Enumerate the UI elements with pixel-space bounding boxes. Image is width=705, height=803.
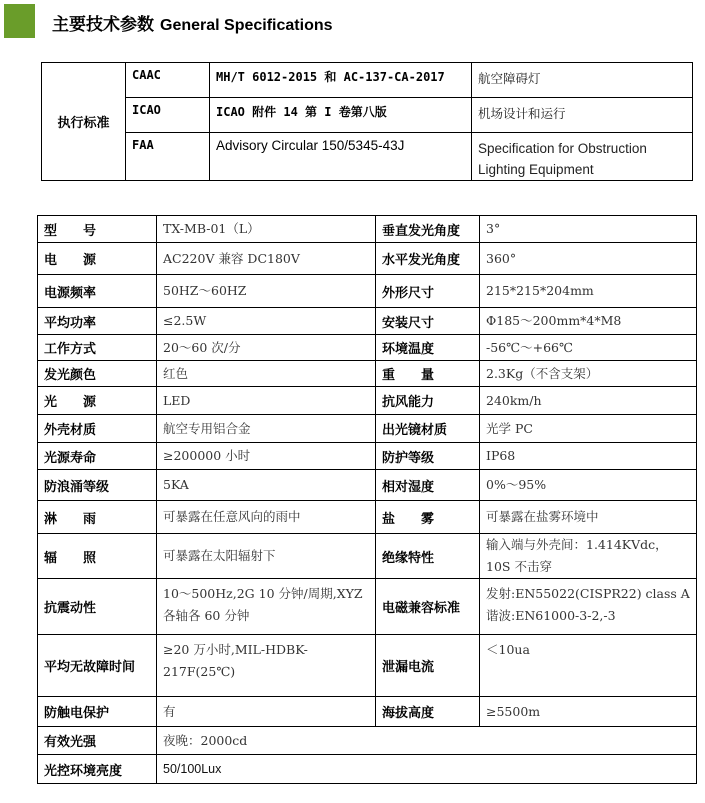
- standards-category: 执行标准: [42, 63, 126, 181]
- spec-label: 型 号: [38, 216, 157, 243]
- table-row: [38, 415, 697, 443]
- spec-label: 光控环境亮度: [38, 755, 157, 784]
- spec-value: 有: [157, 697, 376, 727]
- table-row: [38, 755, 697, 784]
- spec-value: 输入端与外壳间：1.414KVdc，10S 不击穿: [480, 534, 697, 579]
- standard-org: CAAC: [126, 63, 210, 98]
- spec-label: 垂直发光角度: [376, 216, 480, 243]
- spec-label: 辐 照: [38, 534, 157, 579]
- spec-value: 0%～95%: [480, 470, 697, 501]
- spec-label: 防触电保护: [38, 697, 157, 727]
- spec-label: 盐 雾: [376, 501, 480, 534]
- spec-label: 平均功率: [38, 308, 157, 335]
- spec-label: 平均无故障时间: [38, 635, 157, 697]
- table-row: [38, 579, 697, 635]
- spec-label: 外形尺寸: [376, 275, 480, 308]
- spec-label: 电 源: [38, 243, 157, 275]
- standard-code: MH/T 6012-2015 和 AC-137-CA-2017: [210, 63, 472, 98]
- spec-value: ≥200000 小时: [157, 443, 376, 470]
- spec-label: 绝缘特性: [376, 534, 480, 579]
- spec-value: 10～500Hz,2G 10 分钟/周期,XYZ 各轴各 60 分钟: [157, 579, 376, 635]
- title-en: General Specifications: [160, 17, 333, 34]
- spec-label: 泄漏电流: [376, 635, 480, 697]
- spec-value: TX-MB-01（L）: [157, 216, 376, 243]
- spec-value: 3°: [480, 216, 697, 243]
- spec-label: 防浪涌等级: [38, 470, 157, 501]
- spec-value: AC220V 兼容 DC180V: [157, 243, 376, 275]
- table-row: [38, 697, 697, 727]
- spec-value: LED: [157, 387, 376, 415]
- table-row: [38, 727, 697, 755]
- spec-value: 红色: [157, 361, 376, 387]
- table-row: [38, 534, 697, 579]
- accent-bar: [4, 4, 35, 38]
- spec-value: 光学 PC: [480, 415, 697, 443]
- spec-value: 2.3Kg（不含支架）: [480, 361, 697, 387]
- spec-label: 水平发光角度: [376, 243, 480, 275]
- title-cn: 主要技术参数: [52, 15, 154, 35]
- spec-label: 淋 雨: [38, 501, 157, 534]
- spec-label: 环境温度: [376, 335, 480, 361]
- table-row: [38, 387, 697, 415]
- spec-label: 有效光强: [38, 727, 157, 755]
- standards-table: [41, 62, 693, 181]
- spec-label: 出光镜材质: [376, 415, 480, 443]
- table-row: [38, 216, 697, 243]
- table-row: [38, 501, 697, 534]
- spec-label: 海拔高度: [376, 697, 480, 727]
- spec-value: 5KA: [157, 470, 376, 501]
- standard-desc: Specification for Obstruction Lighting Equipment: [472, 133, 693, 181]
- spec-label: 安装尺寸: [376, 308, 480, 335]
- spec-value: ≥5500m: [480, 697, 697, 727]
- spec-value: -56℃～+66℃: [480, 335, 697, 361]
- spec-value: 发射:EN55022(CISPR22) class A 谐波:EN61000-3-2,-3: [480, 579, 697, 635]
- standard-org: FAA: [126, 133, 210, 181]
- table-row: [42, 63, 693, 98]
- standard-desc: 航空障碍灯: [472, 63, 693, 98]
- spec-value: 215*215*204mm: [480, 275, 697, 308]
- spec-value: 50/100Lux: [157, 755, 697, 784]
- table-row: [38, 275, 697, 308]
- spec-value: ≥20 万小时,MIL-HDBK-217F(25℃): [157, 635, 376, 697]
- standard-code: ICAO 附件 14 第 I 卷第八版: [210, 98, 472, 133]
- spec-label: 抗风能力: [376, 387, 480, 415]
- spec-value: 360°: [480, 243, 697, 275]
- standard-desc: 机场设计和运行: [472, 98, 693, 133]
- spec-value: Φ185～200mm*4*M8: [480, 308, 697, 335]
- spec-value: IP68: [480, 443, 697, 470]
- standard-org: ICAO: [126, 98, 210, 133]
- spec-label: 光 源: [38, 387, 157, 415]
- table-row: [38, 308, 697, 335]
- table-row: [42, 133, 693, 181]
- spec-value: 50HZ～60HZ: [157, 275, 376, 308]
- standard-code: Advisory Circular 150/5345-43J: [210, 133, 472, 181]
- spec-label: 电源频率: [38, 275, 157, 308]
- spec-value: 240km/h: [480, 387, 697, 415]
- spec-label: 工作方式: [38, 335, 157, 361]
- table-row: [42, 98, 693, 133]
- section-title: [52, 10, 333, 35]
- spec-label: 重 量: [376, 361, 480, 387]
- spec-table: [37, 215, 697, 784]
- spec-value: 可暴露在太阳辐射下: [157, 534, 376, 579]
- table-row: [38, 243, 697, 275]
- table-row: [38, 335, 697, 361]
- spec-value: 可暴露在盐雾环境中: [480, 501, 697, 534]
- spec-label: 防护等级: [376, 443, 480, 470]
- section-header: [0, 0, 705, 44]
- spec-value: ＜10ua: [480, 635, 697, 697]
- spec-label: 光源寿命: [38, 443, 157, 470]
- spec-label: 发光颜色: [38, 361, 157, 387]
- spec-value: 夜晚：2000cd: [157, 727, 697, 755]
- table-row: [38, 443, 697, 470]
- spec-label: 相对湿度: [376, 470, 480, 501]
- spec-value: 20～60 次/分: [157, 335, 376, 361]
- spec-label: 抗震动性: [38, 579, 157, 635]
- table-row: [38, 361, 697, 387]
- spec-value: ≤2.5W: [157, 308, 376, 335]
- spec-value: 航空专用铝合金: [157, 415, 376, 443]
- spec-value: 可暴露在任意风向的雨中: [157, 501, 376, 534]
- spec-label: 外壳材质: [38, 415, 157, 443]
- spec-label: 电磁兼容标准: [376, 579, 480, 635]
- table-row: [38, 635, 697, 697]
- table-row: [38, 470, 697, 501]
